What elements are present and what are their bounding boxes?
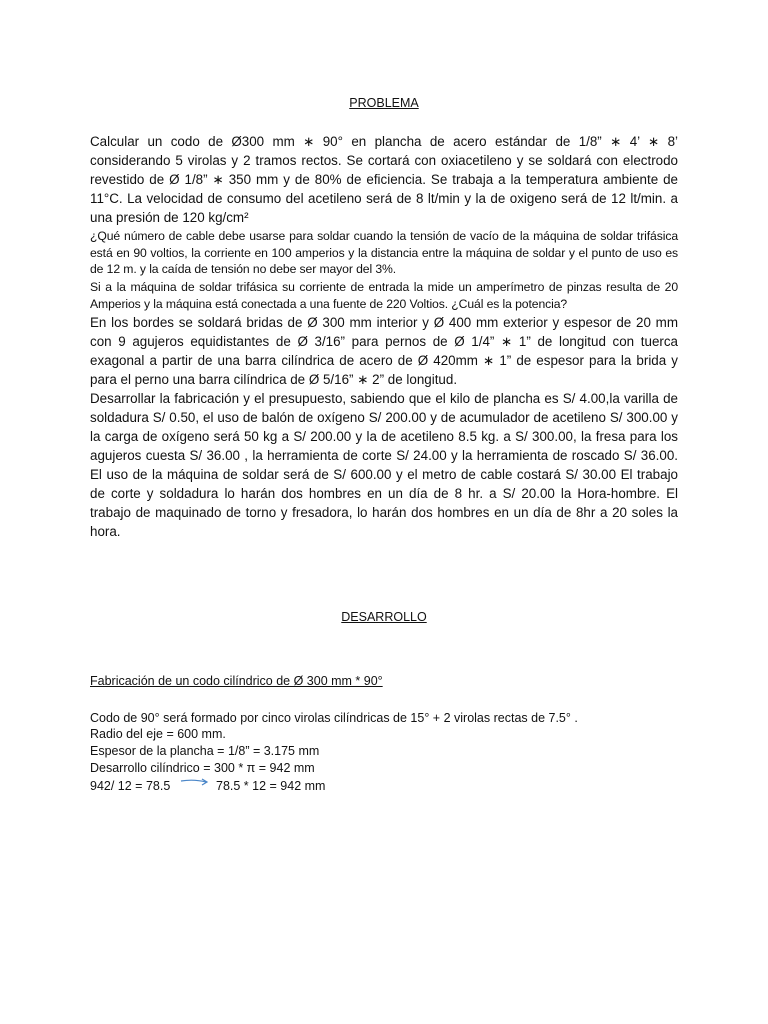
desarrollo-heading: DESARROLLO [341,610,427,624]
budget-paragraph: Desarrollar la fabricación y el presupuesto, sabiendo que el kilo de plancha es S/ 4.00,la varilla de soldadura S/ 0.50, el uso de balón de oxígeno S/ 200.00 y de acumulador de acetileno S/ 300.00 y la carga de oxígeno será 50 kg a S/ 200.00 y la de acetileno 8.5 kg. a S/ 300.00, la fresa para los agujeros cuesta S/ 36.00 , la herramienta de corte S/ 24.00 y la herramienta de roscado S/ 36.00. El uso de la máquina de soldar será de S/ 600.00 y el metro de cable costará S/ 30.00 El trabajo de corte y soldadura lo harán dos hombres en un día de 8 hr. a S/ 20.00 la Hora-hombre. El trabajo de maquinado de torno y fresadora, lo harán dos hombres en un día de 8hr a 20 soles la hora. [90,391,678,539]
development-line: 942/ 12 = 78.5 [90,779,171,793]
development-line: Desarrollo cilíndrico = 300 * π = 942 mm [90,761,315,775]
cable-question-paragraph: ¿Qué número de cable debe usarse para soldar cuando la tensión de vacío de la máquina de soldar trifásica está en 90 voltios, la corriente en 100 amperios y la distancia entre la máquina de soldar y el punto de uso es de 12 m. y la caída de tensión no debe ser mayor del 3%. [90,229,678,276]
right-arrow-icon [180,776,210,788]
development-line: Radio del eje = 600 mm. [90,727,226,741]
power-question-paragraph: Si a la máquina de soldar trifásica su corriente de entrada la mide un amperímetro de pinzas resulta de 20 Amperios y la máquina está conectada a una fuente de 220 Voltios. ¿Cuál es la potencia? [90,280,678,311]
development-line: Espesor de la plancha = 1/8” = 3.175 mm [90,744,320,758]
problem-statement-paragraph: Calcular un codo de Ø300 mm ∗ 90° en plancha de acero estándar de 1/8” ∗ 4’ ∗ 8’ considerando 5 virolas y 2 tramos rectos. Se cortará con oxiacetileno y se soldará con electrodo revestido de Ø 1/8” ∗ 350 mm y de 80% de eficiencia. Se trabaja a la temperatura ambiente de 11°C. La velocidad de consumo del acetileno será de 8 lt/min y la de oxigeno será de 12 lt/min. a una presión de 120 kg/cm² [90,134,678,225]
flanges-paragraph: En los bordes se soldará bridas de Ø 300 mm interior y Ø 400 mm exterior y espesor de 20 mm con 9 agujeros equidistantes de Ø 3/16” para pernos de Ø 1/4” ∗ 1” de longitud con tuerca exagonal a partir de una barra cilíndrica de acero de Ø 420mm ∗ 1” de espesor para la brida y para el perno una barra cilíndrica de Ø 5/16” ∗ 2” de longitud. [90,315,678,387]
calculation-result: 78.5 * 12 = 942 mm [216,779,326,793]
problema-heading: PROBLEMA [349,96,419,110]
development-line: Codo de 90° será formado por cinco virolas cilíndricas de 15° + 2 virolas rectas de 7.5° . [90,711,578,725]
desarrollo-subtitle: Fabricación de un codo cilíndrico de Ø 300 mm * 90° [90,674,383,688]
